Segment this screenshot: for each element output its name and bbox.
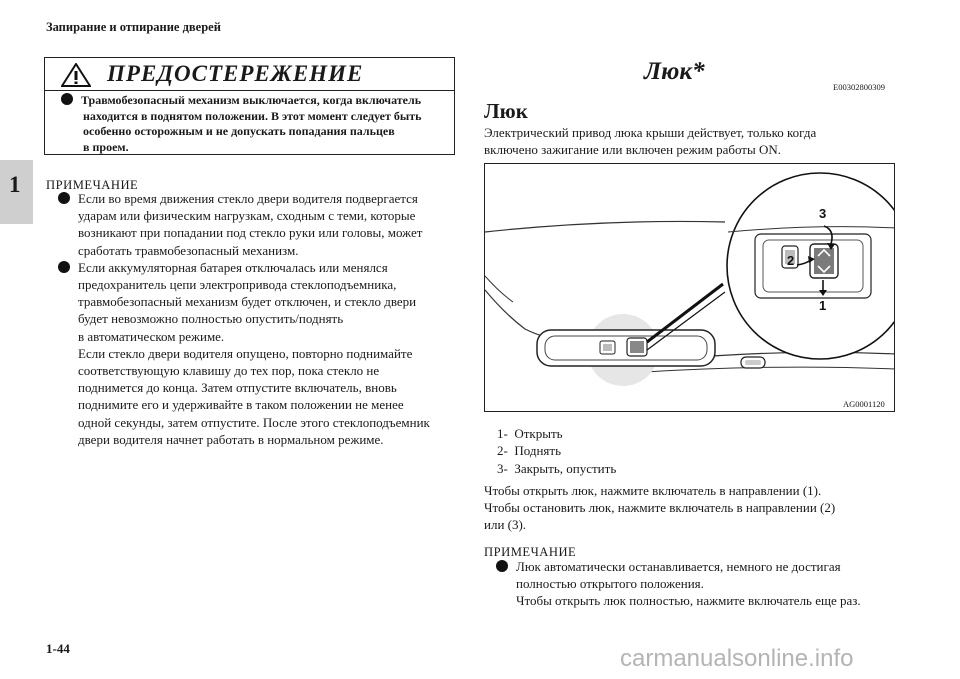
warning-title-bar xyxy=(45,58,454,90)
left-note-bullet-1 xyxy=(58,190,458,259)
note-line: Если аккумуляторная батарея отключалась или менялся xyxy=(78,259,388,275)
bullet-icon xyxy=(496,560,508,572)
instruction-line: Чтобы открыть люк, нажмите включатель в направлении (1). xyxy=(484,483,822,498)
page-number: 1-44 xyxy=(46,641,70,656)
note-line: Люк автоматически останавливается, немного не достигая xyxy=(516,559,841,574)
sunroof-console-drawing xyxy=(485,164,895,412)
left-note-heading: ПРИМЕЧАНИЕ xyxy=(46,178,139,192)
warning-triangle-icon xyxy=(61,63,91,87)
note-line: сработать травмобезопасный механизм. xyxy=(78,242,299,258)
intro-line: включено зажигание или включен режим работы ON. xyxy=(484,142,781,157)
note-line: предохранитель цепи электропривода стеклоподъемника, xyxy=(78,277,397,293)
warning-line: особенно осторожным и не допускать попадания пальцев xyxy=(83,124,395,139)
note-line: Если стекло двери водителя опущено, повторно поднимайте xyxy=(78,345,413,361)
note-line: поднимите его и удерживайте в таком положении не менее xyxy=(78,397,404,413)
note-line: поднимется до конца. Затем отпустите включатель, вновь xyxy=(78,380,397,396)
note-line: будет невозможно полностью опустить/поднять xyxy=(78,311,344,327)
note-line: двери водителя начнет работать в нормальном режиме. xyxy=(78,431,384,447)
callout-2: 2 xyxy=(787,253,795,268)
warning-text xyxy=(61,93,446,155)
instructions xyxy=(484,482,924,533)
legend-item: 3- Закрыть, опустить xyxy=(497,460,617,476)
left-note-bullet-2 xyxy=(58,259,458,448)
note-line: возникают при попадании под стекло руки или головы, может xyxy=(78,225,423,241)
callout-1: 1 xyxy=(819,298,827,313)
note-line: одной секунды, затем отпустите. После этого стеклоподъемник xyxy=(78,414,430,430)
note-line: соответствующую клавишу до тех пор, пока стекло не xyxy=(78,363,380,379)
intro-line: Электрический привод люка крыши действует, только когда xyxy=(484,125,817,140)
warning-divider xyxy=(45,90,454,91)
warning-box xyxy=(44,57,455,155)
right-note-heading: ПРИМЕЧАНИЕ xyxy=(484,545,577,559)
bullet-icon xyxy=(58,192,70,204)
warning-line: находится в поднятом положении. В этот момент следует быть xyxy=(83,108,422,123)
sunroof-switch-illustration xyxy=(484,163,895,412)
legend-item: 2- Поднять xyxy=(497,443,562,459)
intro-text xyxy=(484,124,924,158)
left-note-body xyxy=(58,190,458,448)
chapter-number: 1 xyxy=(9,172,21,197)
note-line: ударам или физическим нагрузкам, сходным с теми, которые xyxy=(78,208,416,224)
note-line: травмобезопасный механизм будет отключен, и стекло двери xyxy=(78,294,417,310)
subheading: Люк xyxy=(484,99,528,123)
section-code: E00302800309 xyxy=(833,82,885,92)
right-note-body xyxy=(496,558,916,610)
warning-line: Травмобезопасный механизм выключается, когда включатель xyxy=(81,93,422,107)
figure-id: AG0001120 xyxy=(843,399,885,409)
warning-title: ПРЕДОСТЕРЕЖЕНИЕ xyxy=(107,61,364,86)
watermark: carmanualsonline.info xyxy=(620,645,854,672)
callout-3: 3 xyxy=(819,206,827,221)
bullet-icon xyxy=(58,261,70,273)
chapter-tab xyxy=(0,160,33,224)
bullet-icon xyxy=(61,93,73,105)
note-line: Чтобы открыть люк полностью, нажмите включатель еще раз. xyxy=(516,593,861,609)
instruction-line: Чтобы остановить люк, нажмите включатель в направлении (2) xyxy=(484,500,836,515)
figure-legend xyxy=(497,425,616,477)
legend-item: 1- Открыть xyxy=(497,426,563,441)
note-line: полностью открытого положения. xyxy=(516,576,704,592)
instruction-line: или (3). xyxy=(484,517,527,532)
running-header: Запирание и отпирание дверей xyxy=(46,20,221,34)
section-title: Люк* xyxy=(644,58,705,85)
note-line: в автоматическом режиме. xyxy=(78,328,225,344)
warning-line: в проем. xyxy=(83,139,129,154)
note-line: Если во время движения стекло двери водителя подвергается xyxy=(78,191,418,206)
